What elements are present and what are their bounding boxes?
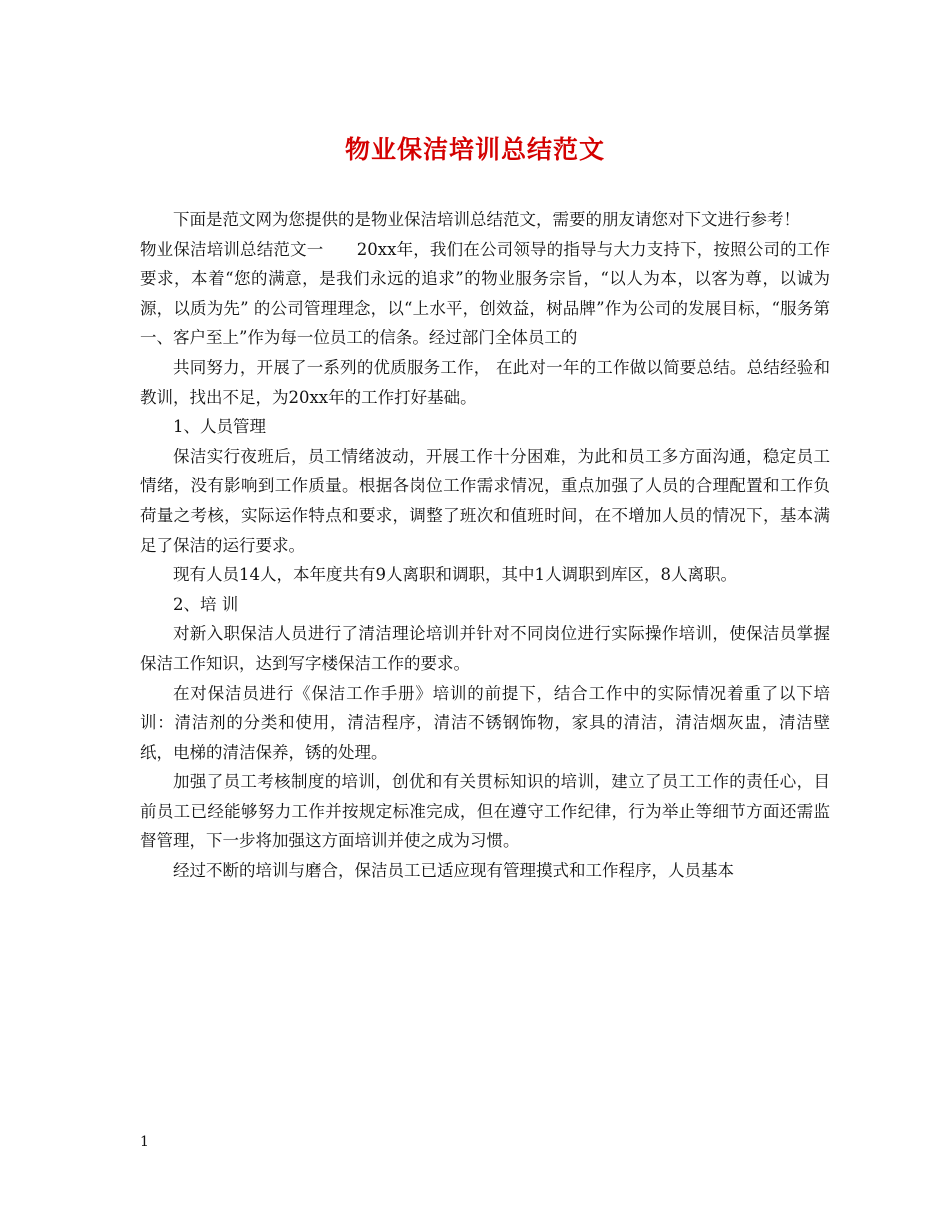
paragraph: 在对保洁员进行《保洁工作手册》培训的前提下，结合工作中的实际情况着重了以下培训：清洁剂的分类和使用，清洁程序，清洁不锈钢饰物，家具的清洁，清洁烟灰盅，清洁壁纸，电梯的清洁保养，锈的处理。 (140, 683, 830, 762)
section-heading: 2、培 训 (173, 594, 239, 614)
paragraph: 共同努力，开展了一系列的优质服务工作， 在此对一年的工作做以简要总结。总结经验和教训，找出不足，为20xx年的工作打好基础。 (140, 357, 830, 407)
paragraph: 对新入职保洁人员进行了清洁理论培训并针对不同岗位进行实际操作培训，使保洁员掌握保洁工作知识，达到写字楼保洁工作的要求。 (140, 624, 830, 673)
section-heading: 1、人员管理 (173, 417, 266, 437)
page-number: 1 (140, 1134, 149, 1150)
paragraph: 物业保洁培训总结范文一 20xx年，我们在公司领导的指导与大力支持下，按照公司的工作要求，本着“您的满意，是我们永远的追求”的物业服务宗旨，“以人为本，以客为尊，以诚为源，以质为先” 的公司管理理念，以“上水平，创效益，树品牌”作为公司的发展目标，“服务第一、客户至上”作为每一位员工的信条。经过部门全体员工的 (140, 239, 830, 348)
paragraph: 加强了员工考核制度的培训，创优和有关贯标知识的培训，建立了员工工作的责任心，目前员工已经能够努力工作并按规定标准完成，但在遵守工作纪律，行为举止等细节方面还需监督管理，下一步将加强这方面培训并使之成为习惯。 (140, 772, 830, 851)
paragraph: 保洁实行夜班后，员工情绪波动，开展工作十分困难，为此和员工多方面沟通，稳定员工情绪，没有影响到工作质量。根据各岗位工作需求情况，重点加强了人员的合理配置和工作负荷量之考核，实际运作特点和要求，调整了班次和值班时间，在不增加人员的情况下，基本满足了保洁的运行要求。 (140, 446, 830, 555)
paragraph: 经过不断的培训与磨合，保洁员工已适应现有管理摸式和工作程序，人员基本 (173, 861, 734, 881)
document-body (140, 205, 830, 886)
paragraph: 现有人员14人，本年度共有9人离职和调职，其中1人调职到库区，8人离职。 (173, 565, 737, 585)
paragraph: 下面是范文网为您提供的是物业保洁培训总结范文，需要的朋友请您对下文进行参考！ (173, 210, 800, 229)
document-title: 物业保洁培训总结范文 (344, 135, 605, 164)
